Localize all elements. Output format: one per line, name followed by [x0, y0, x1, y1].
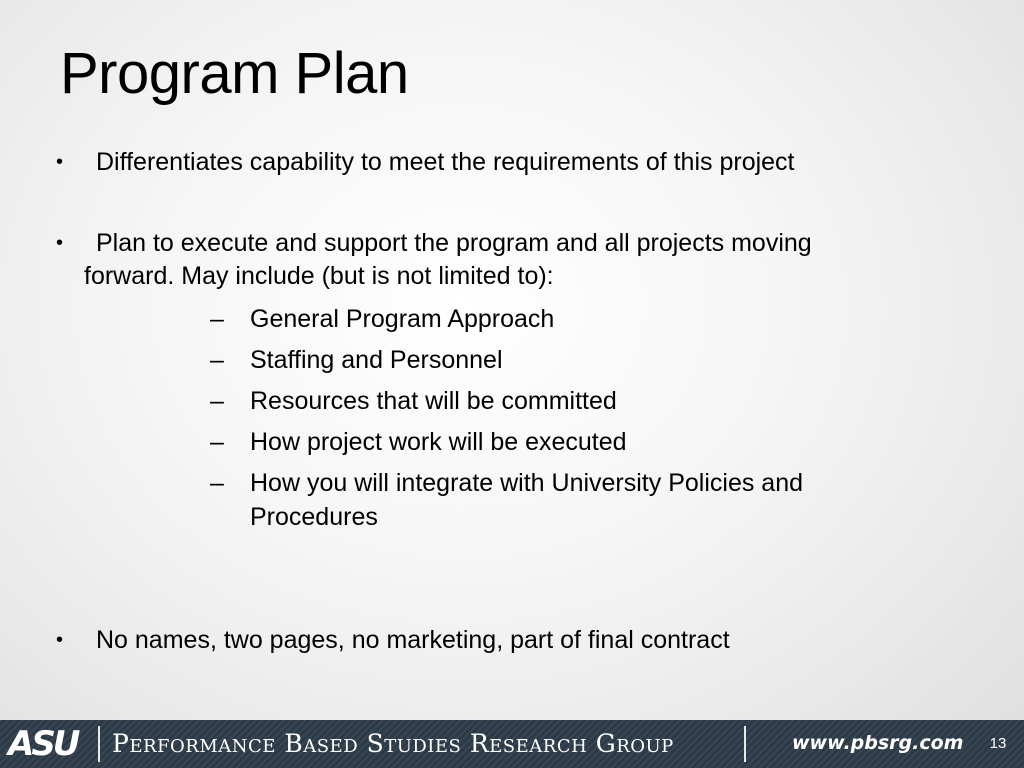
dash-glyph: – — [210, 346, 224, 374]
footer-url: www.pbsrg.com — [792, 732, 964, 754]
bullet-text — [56, 227, 936, 293]
bullet-item — [56, 624, 936, 657]
group-name: Performance Based Studies Research Group — [112, 729, 674, 758]
sub-bullet-text-line: How you will integrate with University Policies and — [250, 469, 804, 497]
slide-title: Program Plan — [60, 41, 409, 106]
sub-bullet-text: Staffing and Personnel — [250, 346, 503, 374]
dash-glyph: – — [210, 428, 224, 456]
dash-glyph: – — [210, 305, 224, 333]
bullet-text-line: Plan to execute and support the program and all projects moving — [96, 229, 812, 257]
dash-glyph: – — [210, 387, 224, 415]
sub-bullet-item — [210, 425, 900, 459]
bullet-glyph: • — [56, 151, 64, 173]
bullet-text: Differentiates capability to meet the requirements of this project — [96, 148, 795, 176]
asu-logo: ASU — [8, 724, 78, 764]
sub-bullet-item — [210, 343, 900, 377]
page-number: 13 — [989, 735, 1007, 752]
sub-bullet-text: Resources that will be committed — [250, 387, 617, 415]
sub-bullet-item — [210, 384, 900, 418]
dash-glyph: – — [210, 469, 224, 497]
bullet-item — [56, 227, 936, 293]
bullet-text-line: forward. May include (but is not limited to): — [84, 262, 554, 290]
bullet-text: No names, two pages, no marketing, part of final contract — [96, 626, 730, 654]
sub-bullet-item — [210, 466, 900, 534]
bullet-glyph: • — [56, 232, 64, 254]
footer-divider — [744, 726, 746, 762]
sub-bullet-text-line: Procedures — [250, 503, 378, 531]
bullet-glyph: • — [56, 629, 64, 651]
bullet-item — [56, 146, 936, 179]
sub-bullet-item — [210, 302, 900, 336]
sub-bullet-text: General Program Approach — [250, 305, 555, 333]
sub-bullet-text: How project work will be executed — [250, 428, 627, 456]
sub-bullet-text — [210, 466, 900, 534]
footer-bar — [0, 720, 1024, 768]
footer-divider — [98, 726, 100, 762]
